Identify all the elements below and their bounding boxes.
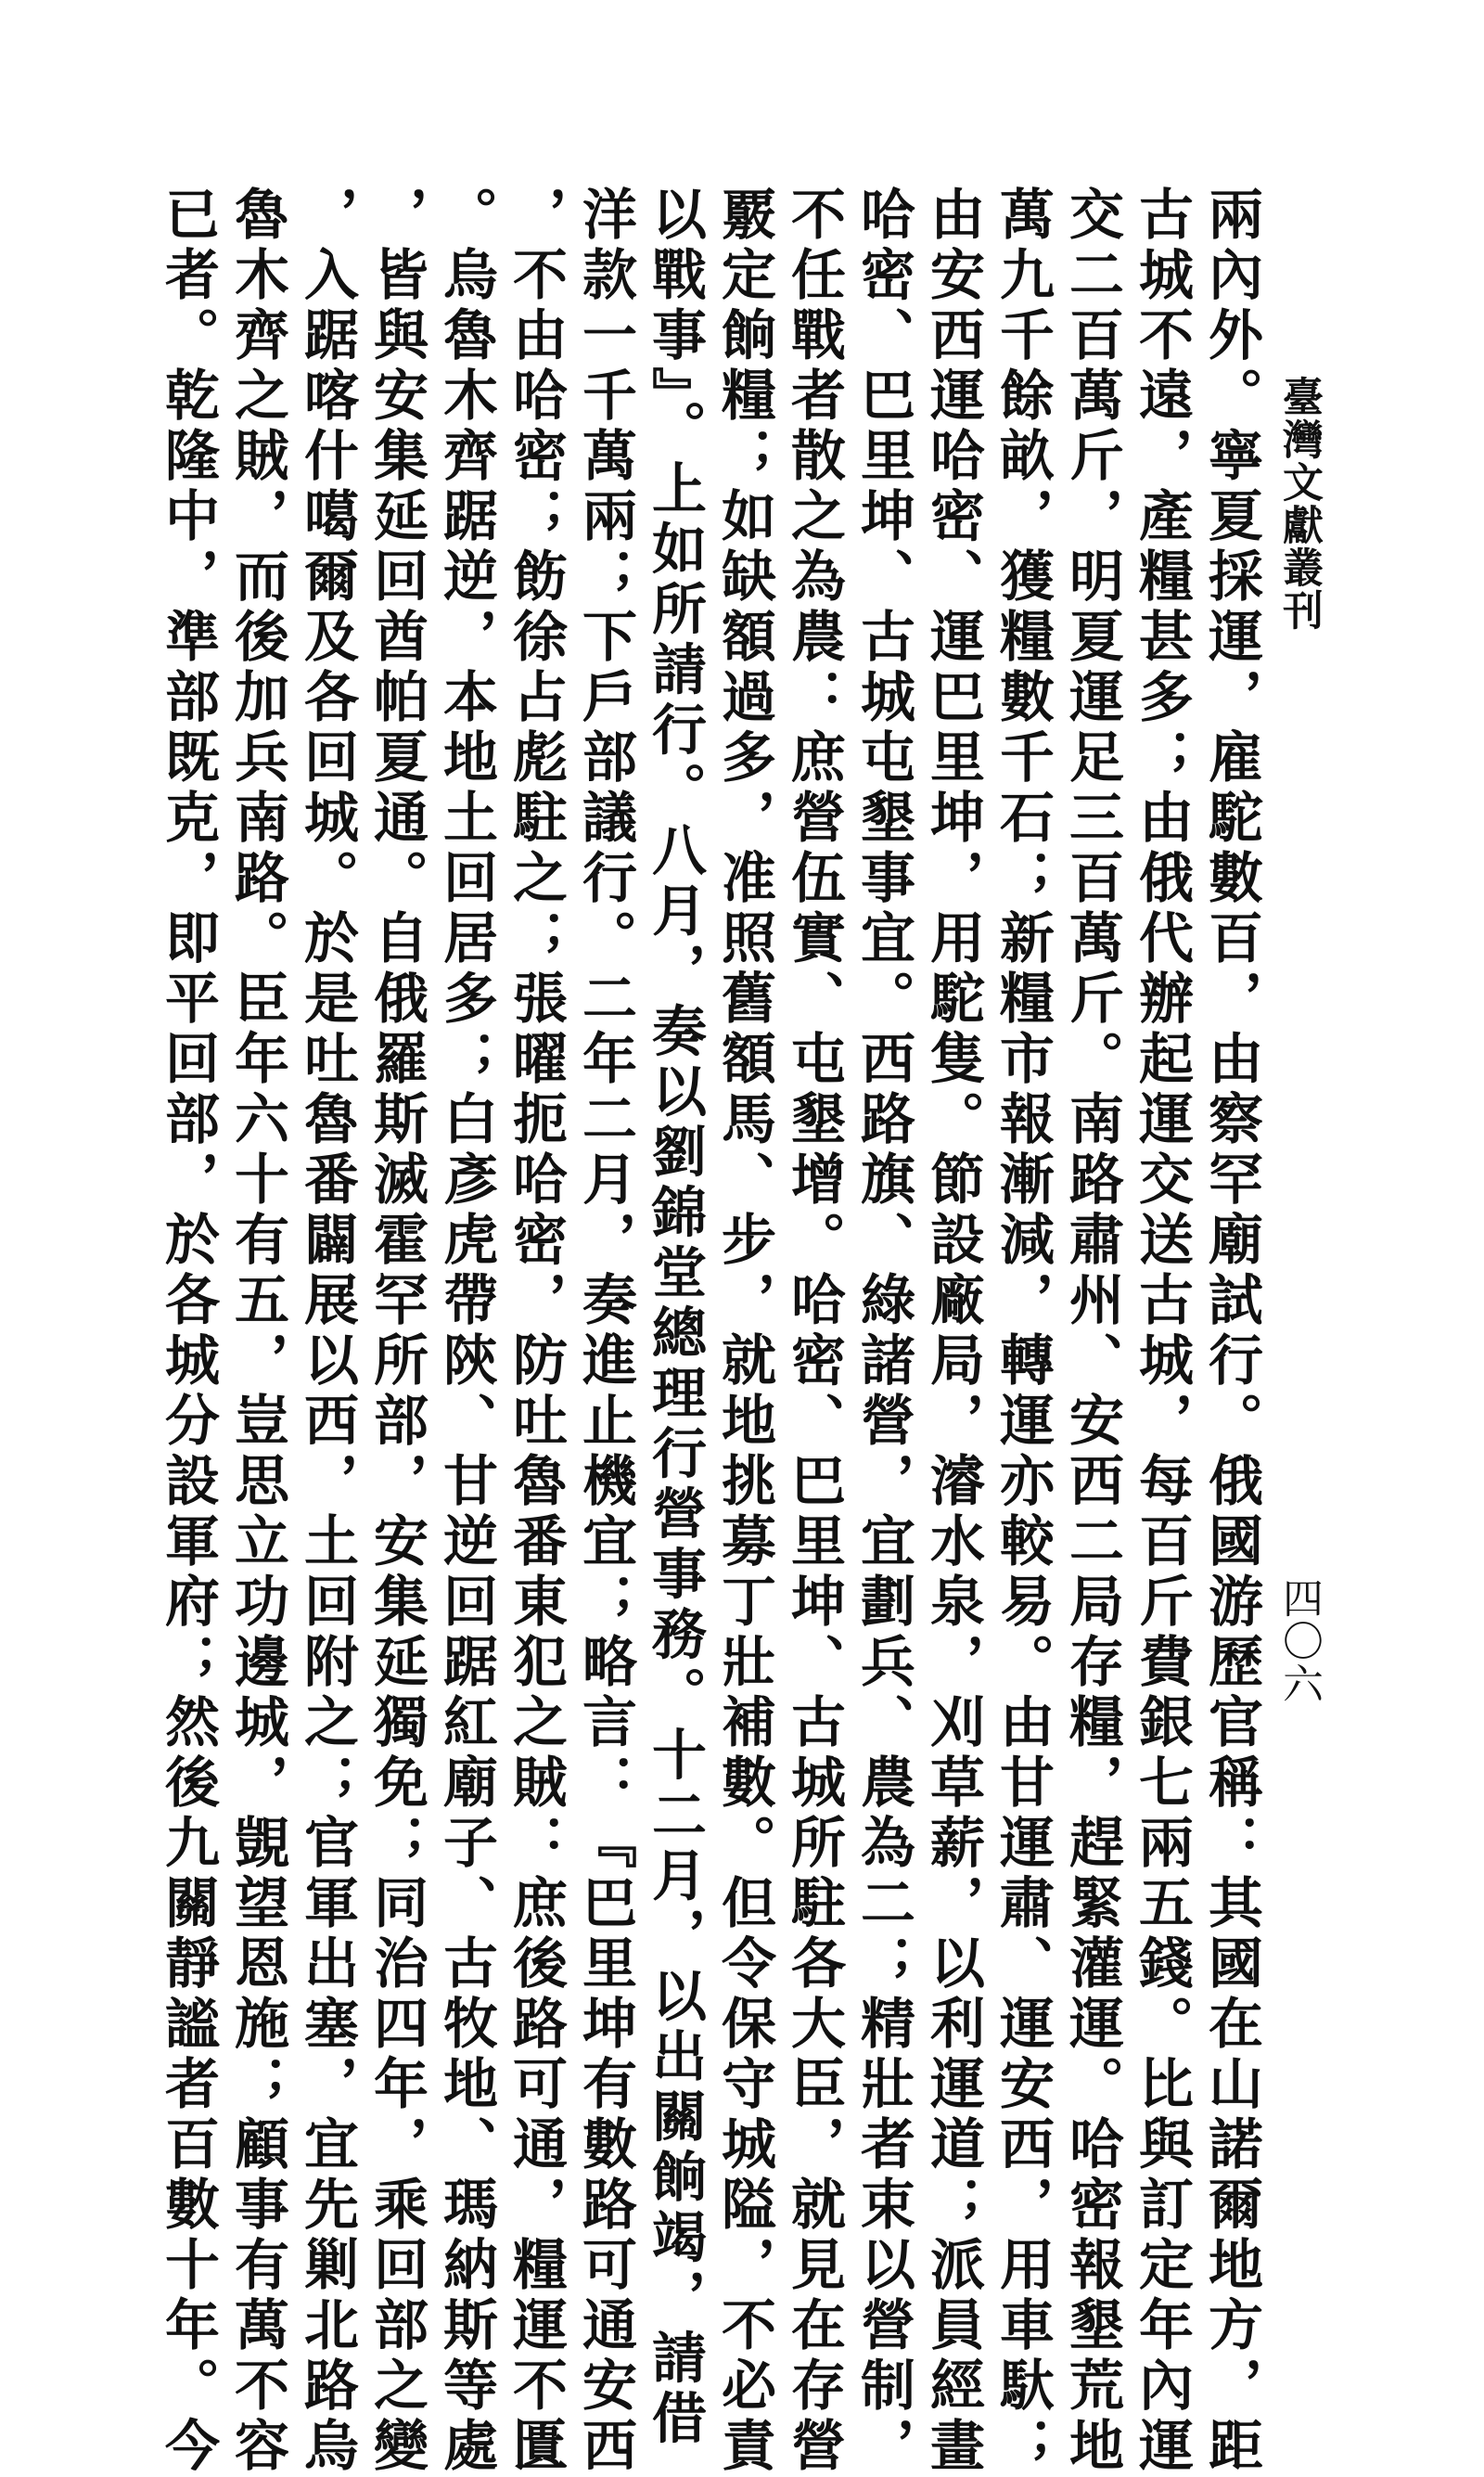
text-line: 以戰事』。上如所請行。八月，奏以劉錦堂總理行營事務。十二月，以出關餉竭，請借: [643, 186, 707, 2450]
text-line: 交二百萬斤，明夏運足三百萬斤。南路肅州、安西二局存糧，趕緊灌運。哈密報墾荒地: [1060, 186, 1124, 2477]
text-line: 洋款一千萬兩；下戶部議行。二年二月，奏進止機宜；略言：『巴里坤有數路可通安西: [573, 186, 637, 2477]
text-line: 萬九千餘畝，獲糧數千石；新糧市報漸減，轉運亦較易。由甘運肅、運安西，用車馱；: [991, 186, 1055, 2477]
page-number: 四〇六: [1275, 1577, 1323, 1705]
text-line: 不任戰者散之為農：庶營伍實、屯墾增。哈密、巴里坤、古城所駐各大臣，就見在存營: [782, 186, 846, 2477]
text-line: 由安西運哈密、運巴里坤，用駝隻。節設廠局，濬水泉，刈草薪，以利運道；派員經畫: [921, 186, 985, 2477]
text-line: 兩內外。寧夏採運，雇駝數百，由察罕廟試行。俄國游歷官稱：其國在山諾爾地方，距: [1199, 186, 1263, 2477]
text-line: 覈定餉糧；如缺額過多，准照舊額馬、步，就地挑募丁壯補數。但令保守城隘，不必責: [712, 186, 776, 2477]
text-line: 已者。乾隆中，準部既克，即平回部，於各城分設軍府；然後九關靜謐者百數十年。今: [156, 186, 220, 2477]
running-header-title: 臺灣文獻叢刊: [1275, 376, 1323, 632]
text-line: ，不由哈密；飭徐占彪駐之；張曜扼哈密，防吐魯番東犯之賊：庶後路可通，糧運不匱: [504, 186, 568, 2477]
text-line: 哈密、巴里坤、古城屯墾事宜。西路旗、綠諸營，宜劃兵、農為二；精壯者束以營制，: [851, 186, 915, 2477]
text-line: ，皆與安集延回酋帕夏通。自俄羅斯滅霍罕所部，安集延獨免；同治四年，乘回部之變: [365, 186, 429, 2477]
text-line: ，入踞喀什噶爾及各回城。於是吐魯番闢展以西，土回附之；官軍出塞，宜先剿北路烏: [295, 186, 359, 2477]
body-text: [88, 186, 1266, 2477]
text-line: 古城不遠，產糧甚多；由俄代辦起運交送古城，每百斤費銀七兩五錢。比與訂定年內運: [1130, 186, 1194, 2477]
text-line: 。烏魯木齊踞逆，本地土回居多；白彥虎帶陝、甘逆回踞紅廟子、古牧地、瑪納斯等處: [434, 186, 498, 2477]
text-line: 魯木齊之賊，而後加兵南路。臣年六十有五，豈思立功邊城，覬望恩施；顧事有萬不容: [225, 186, 289, 2477]
